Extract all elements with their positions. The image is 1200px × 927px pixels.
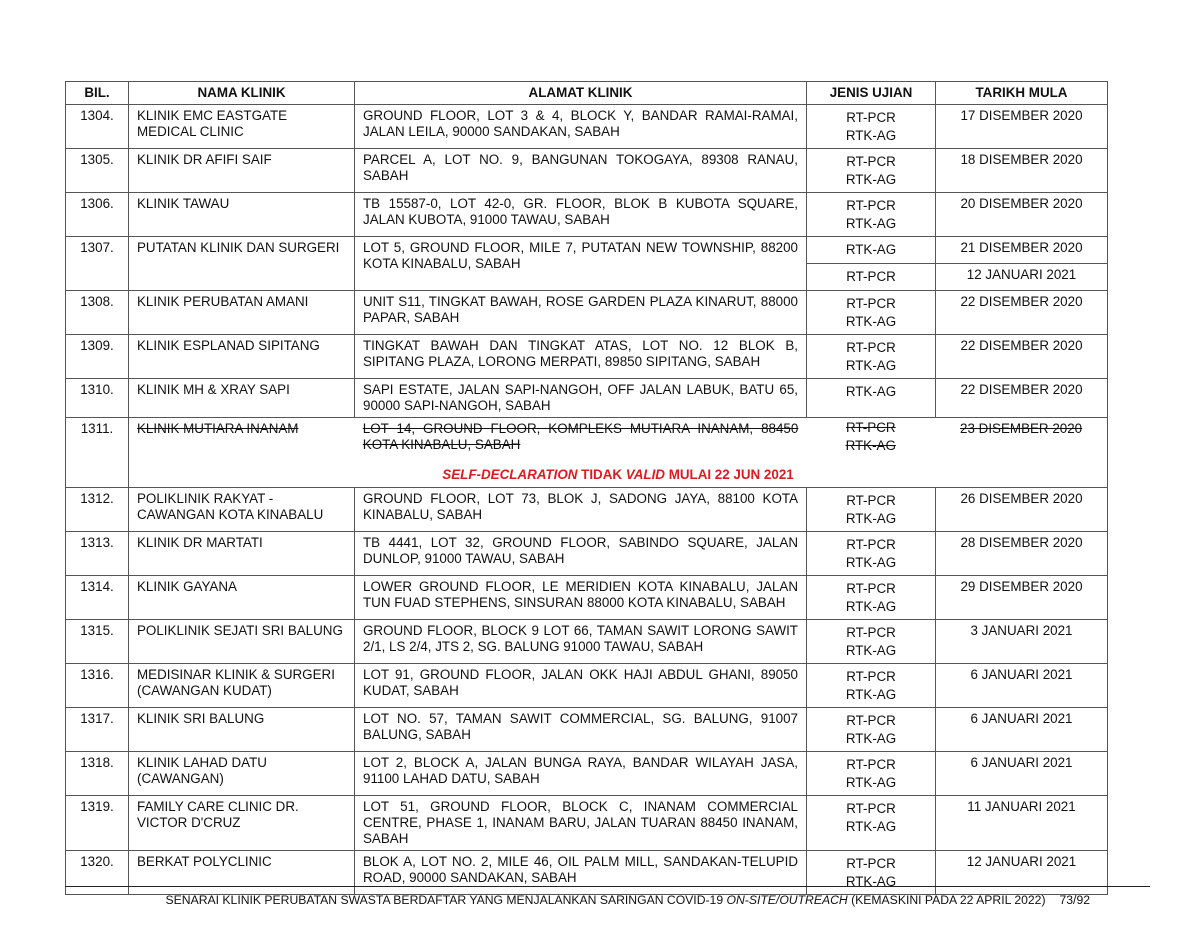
test-type: RTK-AG bbox=[845, 172, 897, 187]
test-type: RTK-AG bbox=[845, 555, 897, 570]
table-row bbox=[66, 149, 1108, 193]
clinic-name: KLINIK TAWAU bbox=[129, 193, 355, 237]
row-number: 1320. bbox=[66, 851, 129, 895]
clinic-address: LOWER GROUND FLOOR, LE MERIDIEN KOTA KINABALU, JALAN TUN FUAD STEPHENS, SINSURAN 88000 KOTA KINABALU, SABAH bbox=[355, 576, 807, 620]
table-header-row bbox=[66, 82, 1108, 105]
header-alamat-klinik: ALAMAT KLINIK bbox=[355, 82, 807, 105]
header-tarikh-mula: TARIKH MULA bbox=[936, 82, 1108, 105]
table-row-invalid bbox=[66, 418, 1108, 488]
footer-title: SENARAI KLINIK PERUBATAN SWASTA BERDAFTAR YANG MENJALANKAN SARINGAN COVID-19 bbox=[165, 893, 727, 907]
row-number: 1315. bbox=[66, 620, 129, 664]
test-type: RT-PCR bbox=[846, 493, 896, 508]
row-number: 1312. bbox=[66, 488, 129, 532]
row-number: 1306. bbox=[66, 193, 129, 237]
test-type: RTK-AG bbox=[845, 216, 897, 231]
clinic-name: KLINIK GAYANA bbox=[129, 576, 355, 620]
start-date: 22 DISEMBER 2020 bbox=[936, 291, 1108, 335]
page-number: 73/92 bbox=[1059, 893, 1090, 907]
test-type: RT-PCR bbox=[846, 537, 896, 552]
header-bil: BIL. bbox=[66, 82, 129, 105]
page-footer bbox=[0, 893, 1090, 907]
test-types bbox=[807, 291, 936, 335]
row-number: 1311. bbox=[66, 418, 129, 488]
row-number: 1307. bbox=[66, 237, 129, 291]
start-date: 6 JANUARI 2021 bbox=[936, 752, 1108, 796]
clinic-address: TINGKAT BAWAH DAN TINGKAT ATAS, LOT NO. 12 BLOK B, SIPITANG PLAZA, LORONG MERPATI, 89850 SIPITANG, SABAH bbox=[355, 335, 807, 379]
start-date: 21 DISEMBER 2020 bbox=[936, 237, 1108, 264]
test-type: RTK-AG bbox=[845, 599, 897, 614]
start-date: 22 DISEMBER 2020 bbox=[936, 335, 1108, 379]
clinic-address: LOT 91, GROUND FLOOR, JALAN OKK HAJI ABDUL GHANI, 89050 KUDAT, SABAH bbox=[355, 664, 807, 708]
test-types bbox=[806, 418, 935, 456]
test-type: RT-PCR bbox=[846, 801, 896, 816]
test-types bbox=[807, 488, 936, 532]
test-type: RT-PCR bbox=[846, 713, 896, 728]
clinic-address: PARCEL A, LOT NO. 9, BANGUNAN TOKOGAYA, 89308 RANAU, SABAH bbox=[355, 149, 807, 193]
clinic-address: LOT 5, GROUND FLOOR, MILE 7, PUTATAN NEW TOWNSHIP, 88200 KOTA KINABALU, SABAH bbox=[355, 237, 807, 291]
footer-update-date: (KEMASKINI PADA 22 APRIL 2022) bbox=[847, 893, 1046, 907]
test-type: RT-PCR bbox=[846, 296, 896, 311]
notice-valid: VALID bbox=[625, 467, 665, 482]
row-number: 1314. bbox=[66, 576, 129, 620]
clinic-address: GROUND FLOOR, LOT 3 & 4, BLOCK Y, BANDAR RAMAI-RAMAI, JALAN LEILA, 90000 SANDAKAN, SABAH bbox=[355, 105, 807, 149]
row-number: 1305. bbox=[66, 149, 129, 193]
table-row bbox=[66, 620, 1108, 664]
table-row bbox=[66, 532, 1108, 576]
test-types bbox=[807, 752, 936, 796]
clinic-address: LOT NO. 57, TAMAN SAWIT COMMERCIAL, SG. BALUNG, 91007 BALUNG, SABAH bbox=[355, 708, 807, 752]
table-row bbox=[66, 237, 1108, 264]
clinic-name: PUTATAN KLINIK DAN SURGERI bbox=[129, 237, 355, 291]
test-types bbox=[807, 620, 936, 664]
table-row bbox=[66, 488, 1108, 532]
invalid-entry bbox=[129, 418, 1108, 488]
test-type: RT-PCR bbox=[846, 625, 896, 640]
test-type: RT-PCR bbox=[845, 420, 896, 435]
test-type: RT-PCR bbox=[846, 110, 896, 125]
start-date: 17 DISEMBER 2020 bbox=[936, 105, 1108, 149]
test-type: RT-PCR bbox=[846, 198, 896, 213]
test-type: RTK-AG bbox=[845, 643, 897, 658]
start-date: 28 DISEMBER 2020 bbox=[936, 532, 1108, 576]
footer-title-italic: ON-SITE/OUTREACH bbox=[726, 893, 848, 907]
start-date: 20 DISEMBER 2020 bbox=[936, 193, 1108, 237]
clinic-address: UNIT S11, TINGKAT BAWAH, ROSE GARDEN PLAZA KINARUT, 88000 PAPAR, SABAH bbox=[355, 291, 807, 335]
start-date: 11 JANUARI 2021 bbox=[936, 796, 1108, 851]
row-number: 1310. bbox=[66, 379, 129, 418]
clinic-name: MEDISINAR KLINIK & SURGERI (CAWANGAN KUDAT) bbox=[129, 664, 355, 708]
test-type: RTK-AG bbox=[845, 438, 896, 453]
table-row bbox=[66, 335, 1108, 379]
invalid-notice bbox=[129, 467, 1107, 483]
clinic-name: KLINIK MUTIARA INANAM bbox=[137, 421, 299, 436]
test-type: RTK-AG bbox=[845, 731, 897, 746]
test-types bbox=[807, 335, 936, 379]
test-type: RTK-AG bbox=[845, 775, 897, 790]
start-date: 12 JANUARI 2021 bbox=[936, 851, 1108, 895]
test-type: RTK-AG bbox=[845, 314, 897, 329]
test-types bbox=[807, 193, 936, 237]
row-number: 1304. bbox=[66, 105, 129, 149]
test-type: RTK-AG bbox=[845, 384, 897, 399]
test-types bbox=[807, 576, 936, 620]
clinic-address: GROUND FLOOR, LOT 73, BLOK J, SADONG JAYA, 88100 KOTA KINABALU, SABAH bbox=[355, 488, 807, 532]
table-row bbox=[66, 379, 1108, 418]
header-nama-klinik: NAMA KLINIK bbox=[129, 82, 355, 105]
test-types bbox=[807, 237, 936, 264]
test-type: RT-PCR bbox=[846, 581, 896, 596]
clinic-name: KLINIK LAHAD DATU (CAWANGAN) bbox=[129, 752, 355, 796]
test-types bbox=[807, 264, 936, 291]
table-row bbox=[66, 752, 1108, 796]
row-number: 1313. bbox=[66, 532, 129, 576]
clinic-name: KLINIK PERUBATAN AMANI bbox=[129, 291, 355, 335]
clinic-name: BERKAT POLYCLINIC bbox=[129, 851, 355, 895]
clinic-address: LOT 51, GROUND FLOOR, BLOCK C, INANAM COMMERCIAL CENTRE, PHASE 1, INANAM BARU, JALAN TUARAN 88450 INANAM, SABAH bbox=[355, 796, 807, 851]
start-date: 26 DISEMBER 2020 bbox=[936, 488, 1108, 532]
clinic-name: KLINIK ESPLANAD SIPITANG bbox=[129, 335, 355, 379]
row-number: 1318. bbox=[66, 752, 129, 796]
clinic-name: KLINIK MH & XRAY SAPI bbox=[129, 379, 355, 418]
table-row bbox=[66, 708, 1108, 752]
footer-divider bbox=[65, 886, 1150, 887]
table-row bbox=[66, 664, 1108, 708]
start-date: 3 JANUARI 2021 bbox=[936, 620, 1108, 664]
test-types bbox=[807, 105, 936, 149]
clinic-address: SAPI ESTATE, JALAN SAPI-NANGOH, OFF JALAN LABUK, BATU 65, 90000 SAPI-NANGOH, SABAH bbox=[355, 379, 807, 418]
test-type: RTK-AG bbox=[845, 242, 897, 257]
clinic-address: BLOK A, LOT NO. 2, MILE 46, OIL PALM MILL, SANDAKAN-TELUPID ROAD, 90000 SANDAKAN, SABAH bbox=[355, 851, 807, 895]
clinic-address: LOT 14, GROUND FLOOR, KOMPLEKS MUTIARA INANAM, 88450 KOTA KINABALU, SABAH bbox=[362, 421, 799, 452]
test-type: RTK-AG bbox=[845, 128, 897, 143]
test-type: RTK-AG bbox=[845, 819, 897, 834]
test-types bbox=[807, 532, 936, 576]
test-type: RTK-AG bbox=[845, 874, 897, 889]
test-type: RT-PCR bbox=[846, 856, 896, 871]
test-type: RT-PCR bbox=[846, 669, 896, 684]
header-jenis-ujian: JENIS UJIAN bbox=[807, 82, 936, 105]
table-row bbox=[66, 796, 1108, 851]
clinic-name: KLINIK DR MARTATI bbox=[129, 532, 355, 576]
start-date: 29 DISEMBER 2020 bbox=[936, 576, 1108, 620]
table-row bbox=[66, 576, 1108, 620]
table-row bbox=[66, 105, 1108, 149]
test-type: RTK-AG bbox=[845, 358, 897, 373]
clinic-name: KLINIK SRI BALUNG bbox=[129, 708, 355, 752]
row-number: 1308. bbox=[66, 291, 129, 335]
row-number: 1309. bbox=[66, 335, 129, 379]
test-types bbox=[807, 664, 936, 708]
test-type: RTK-AG bbox=[845, 687, 897, 702]
test-type: RTK-AG bbox=[845, 511, 897, 526]
clinic-name: POLIKLINIK RAKYAT - CAWANGAN KOTA KINABALU bbox=[129, 488, 355, 532]
row-number: 1317. bbox=[66, 708, 129, 752]
clinic-address: TB 15587-0, LOT 42-0, GR. FLOOR, BLOK B KUBOTA SQUARE, JALAN KUBOTA, 91000 TAWAU, SABAH bbox=[355, 193, 807, 237]
start-date: 6 JANUARI 2021 bbox=[936, 708, 1108, 752]
clinic-address: GROUND FLOOR, BLOCK 9 LOT 66, TAMAN SAWIT LORONG SAWIT 2/1, LS 2/4, JTS 2, SG. BALUNG 91000 TAWAU, SABAH bbox=[355, 620, 807, 664]
table-row bbox=[66, 291, 1108, 335]
clinic-table bbox=[65, 81, 1108, 895]
clinic-name: KLINIK DR AFIFI SAIF bbox=[129, 149, 355, 193]
clinic-address: LOT 2, BLOCK A, JALAN BUNGA RAYA, BANDAR WILAYAH JASA, 91100 LAHAD DATU, SABAH bbox=[355, 752, 807, 796]
notice-date: MULAI 22 JUN 2021 bbox=[664, 467, 794, 482]
test-type: RT-PCR bbox=[846, 757, 896, 772]
start-date: 12 JANUARI 2021 bbox=[936, 264, 1108, 291]
row-number: 1316. bbox=[66, 664, 129, 708]
test-type: RT-PCR bbox=[846, 340, 896, 355]
clinic-address: TB 4441, LOT 32, GROUND FLOOR, SABINDO SQUARE, JALAN DUNLOP, 91000 TAWAU, SABAH bbox=[355, 532, 807, 576]
start-date: 18 DISEMBER 2020 bbox=[936, 149, 1108, 193]
test-types bbox=[807, 149, 936, 193]
clinic-name: FAMILY CARE CLINIC DR. VICTOR D'CRUZ bbox=[129, 796, 355, 851]
test-types bbox=[807, 851, 936, 895]
notice-self-declaration: SELF-DECLARATION bbox=[442, 467, 578, 482]
start-date: 6 JANUARI 2021 bbox=[936, 664, 1108, 708]
clinic-name: KLINIK EMC EASTGATE MEDICAL CLINIC bbox=[129, 105, 355, 149]
test-type: RT-PCR bbox=[846, 154, 896, 169]
row-number: 1319. bbox=[66, 796, 129, 851]
start-date: 22 DISEMBER 2020 bbox=[936, 379, 1108, 418]
notice-text: TIDAK bbox=[577, 467, 626, 482]
test-type: RT-PCR bbox=[846, 269, 896, 284]
test-types bbox=[807, 796, 936, 851]
table-row bbox=[66, 851, 1108, 895]
test-types bbox=[807, 379, 936, 418]
start-date: 23 DISEMBER 2020 bbox=[960, 421, 1083, 436]
clinic-name: POLIKLINIK SEJATI SRI BALUNG bbox=[129, 620, 355, 664]
test-types bbox=[807, 708, 936, 752]
table-row bbox=[66, 193, 1108, 237]
